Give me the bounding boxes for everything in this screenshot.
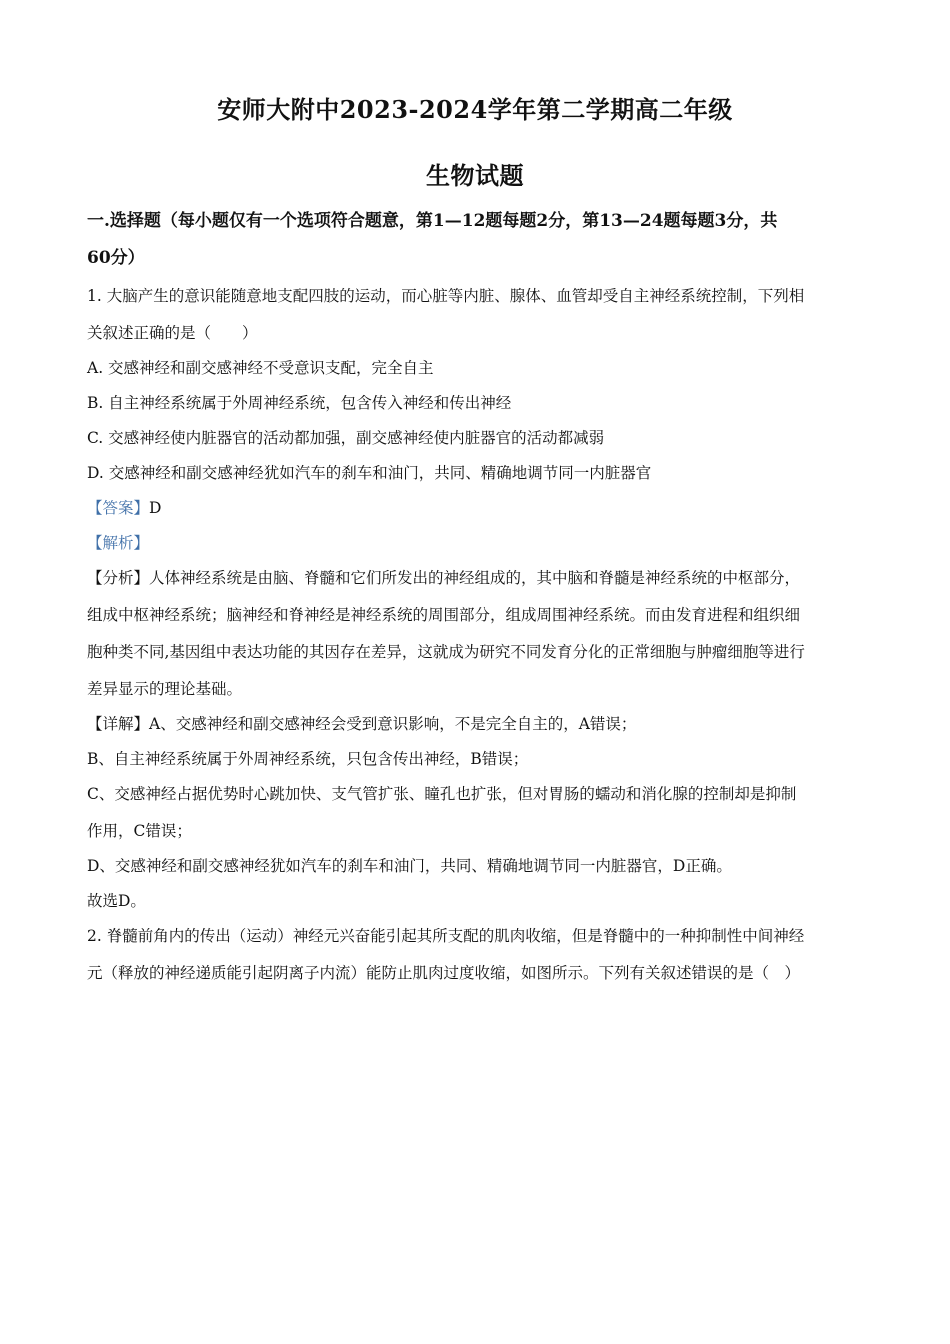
- section-heading-line2: 60分）: [87, 248, 145, 268]
- q1-stem-line1: 1. 大脑产生的意识能随意地支配四肢的运动，而心脏等内脏、腺体、血管却受自主神经系统控制，下列相: [87, 287, 805, 305]
- answer-label: 【答案】: [87, 499, 150, 517]
- answer-value: D: [149, 499, 162, 517]
- q1-detail-line2: B、自主神经系统属于外周神经系统，只包含传出神经，B错误；: [87, 750, 529, 768]
- q1-option-d: D. 交感神经和副交感神经犹如汽车的刹车和油门，共同、精确地调节同一内脏器官: [87, 464, 652, 482]
- q1-answer: [87, 498, 867, 518]
- q1-detail-line4: 作用，C错误；: [87, 822, 192, 840]
- document-subtitle: 生物试题: [426, 161, 524, 190]
- q1-analysis-line3: 胞种类不同,基因组中表达功能的其因存在差异，这就成为研究不同发育分化的正常细胞与肿瘤细胞等进行: [87, 643, 805, 661]
- q1-option-a: A. 交感神经和副交感神经不受意识支配，完全自主: [87, 359, 434, 377]
- document-title: 安师大附中2023-2024学年第二学期高二年级: [217, 95, 733, 124]
- q1-analysis-line4: 差异显示的理论基础。: [87, 680, 243, 698]
- q1-detail-line1: 【详解】A、交感神经和副交感神经会受到意识影响，不是完全自主的，A错误；: [87, 715, 637, 733]
- q1-analysis-line1: 【分析】人体神经系统是由脑、脊髓和它们所发出的神经组成的，其中脑和脊髓是神经系统的中枢部分，: [87, 569, 801, 587]
- section-heading-line1: 一.选择题（每小题仅有一个选项符合题意，第1—12题每题2分，第13—24题每题3分，共: [87, 211, 778, 231]
- q1-detail-line3: C、交感神经占据优势时心跳加快、支气管扩张、瞳孔也扩张，但对胃肠的蠕动和消化腺的控制却是抑制: [87, 785, 797, 803]
- q2-stem-line1: 2. 脊髓前角内的传出（运动）神经元兴奋能引起其所支配的肌肉收缩，但是脊髓中的一种抑制性中间神经: [87, 927, 805, 945]
- q1-analysis-line2: 组成中枢神经系统；脑神经和脊神经是神经系统的周围部分，组成周围神经系统。而由发育进程和组织细: [87, 606, 801, 624]
- q1-detail-line5: D、交感神经和副交感神经犹如汽车的刹车和油门，共同、精确地调节同一内脏器官，D正确。: [87, 857, 732, 875]
- q1-analysis-label: 【解析】: [87, 534, 150, 552]
- q1-option-c: C. 交感神经使内脏器官的活动都加强，副交感神经使内脏器官的活动都减弱: [87, 429, 605, 447]
- q1-option-b: B. 自主神经系统属于外周神经系统，包含传入神经和传出神经: [87, 394, 512, 412]
- q1-detail-line6: 故选D。: [87, 892, 146, 910]
- q2-stem-line2: 元（释放的神经递质能引起阴离子内流）能防止肌肉过度收缩，如图所示。下列有关叙述错误的是（ ）: [87, 964, 801, 982]
- q1-stem-line2: 关叙述正确的是（ ）: [87, 324, 258, 342]
